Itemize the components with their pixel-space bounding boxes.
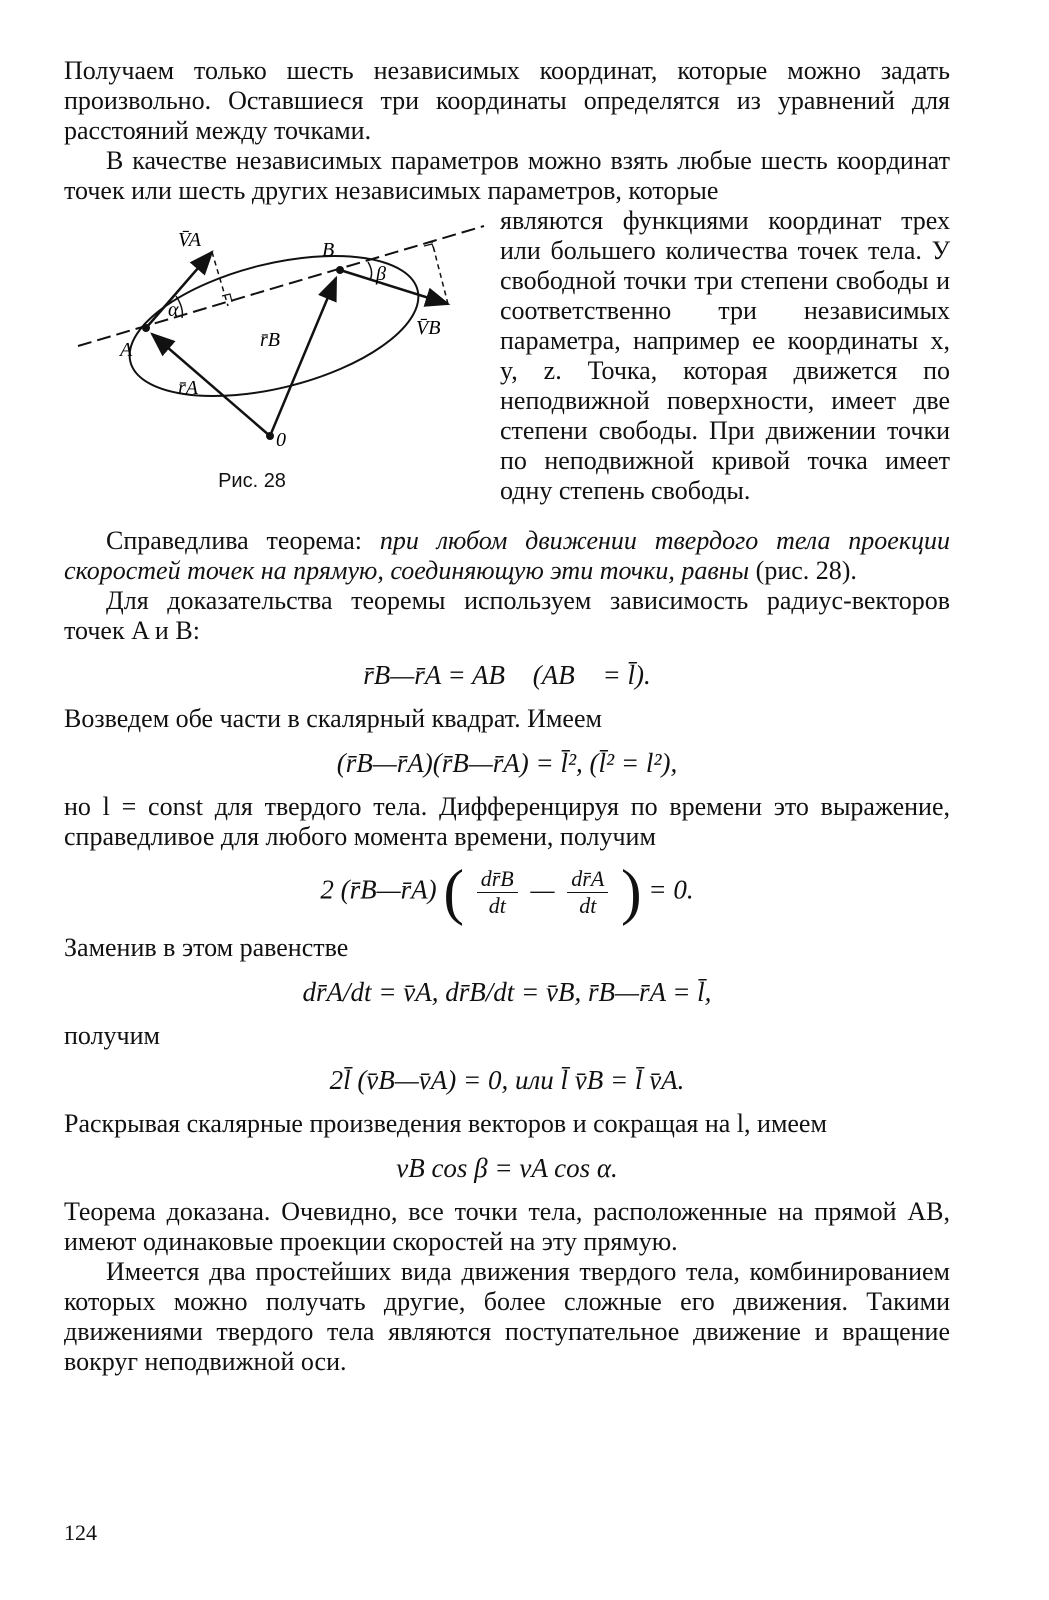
formula-2: (r̄B—r̄A)(r̄B—r̄A) = l̄², (l̄² = l²), (336, 748, 678, 778)
label-b: B (322, 239, 335, 261)
page-number: 124 (64, 1520, 97, 1545)
angle-beta-arc (368, 262, 372, 280)
paragraph-4: Для доказательства теоремы используем зависимость радиус-векторов точек A и B: (64, 586, 950, 645)
formula-3-frac-2: $\frac{dr̄A}{dt}$ (567, 866, 608, 919)
label-vb: V̄B (416, 317, 441, 339)
label-va: V̄A (178, 229, 201, 251)
theorem-intro: Справедлива теорема: (106, 526, 380, 555)
paragraph-9: Раскрывая скалярные произведения векторов и сокращая на l, имеем (64, 1109, 827, 1138)
vector-rb (270, 278, 336, 436)
figure-28 (64, 206, 500, 526)
page-content (64, 56, 950, 1377)
vector-vb (340, 270, 448, 304)
paragraph-7: Заменив в этом равенстве (64, 933, 349, 962)
figure-reference: (рис. 28). (749, 556, 857, 585)
paragraph-1: Получаем только шесть независимых координат, которые можно задать произвольно. Оставшиеся три координаты определятся из уравнений для расстояний между точками. (64, 56, 950, 145)
formula-1: r̄B—r̄A = AB⃗ (AB⃗ = l̄). (363, 660, 651, 690)
paragraph-10: Теорема доказана. Очевидно, все точки тела, расположенные на прямой AB, имеют одинаковые проекции скоростей на эту прямую. (64, 1197, 950, 1256)
formula-6: vB cos β = vA cos α. (396, 1153, 618, 1183)
figure-caption: Рис. 28 (218, 470, 286, 492)
paragraph-2-side: являются функциями координат трех или большего количества точек тела. У свободной точки три степени свободы и соответственно три независимых параметра, например ее координаты x, y, z. Точка, которая движется по неподвижной поверхности, имеет две степени свободы. При движении точки по неподвижной кривой точка имеет одну степень свободы. (500, 206, 950, 505)
label-beta: β (376, 263, 386, 285)
figure-block (64, 206, 950, 526)
vector-ra (152, 334, 270, 436)
label-rb: r̄B (260, 329, 280, 351)
theorem-statement: при любом движении твердого тела проекции скоростей точек на прямую, соединяющую эти точки, равны (64, 526, 950, 585)
body-ellipse (115, 230, 432, 422)
label-ra: r̄A (178, 377, 198, 399)
paragraph-8: получим (64, 1021, 160, 1050)
paragraph-11: Имеется два простейших вида движения твердого тела, комбинированием которых можно получать другие, более сложные его движения. Такими движениями твердого тела являются поступательное движение и вращение вокруг неподвижной оси. (64, 1257, 950, 1376)
paragraph-5: Возведем обе части в скалярный квадрат. Имеем (64, 704, 602, 733)
paragraph-6: но l = const для твердого тела. Дифференцируя по времени это выражение, справедливое для любого момента времени, получим (64, 792, 950, 851)
formula-3-right: = 0. (648, 874, 694, 905)
formula-3: 2 (r̄B—r̄A) ( $\frac{dr̄B}{dt}$ — $\frac{dr̄A}{dt}$ ) = 0. (320, 858, 694, 927)
figure-side-text (500, 206, 950, 506)
label-o: 0 (276, 429, 286, 451)
formula-3-frac-1: $\frac{dr̄B}{dt}$ (477, 866, 518, 919)
formula-3-minus: — (530, 874, 555, 905)
formula-5: 2l̄ (v̄B—v̄A) = 0, или l̄ v̄B = l̄ v̄A. (329, 1065, 685, 1095)
label-a: A (120, 339, 133, 361)
label-alpha: α (168, 299, 179, 321)
paragraph-3 (64, 526, 950, 586)
paragraph-2-top: В качестве независимых параметров можно взять любые шесть координат точек или шесть других независимых параметров, которые (64, 146, 950, 205)
formula-4: dr̄A/dt = v̄A, dr̄B/dt = v̄B, r̄B—r̄A = l̄, (302, 977, 712, 1007)
figure-28-diagram (64, 206, 500, 496)
formula-3-left: 2 (r̄B—r̄A) (320, 874, 437, 905)
